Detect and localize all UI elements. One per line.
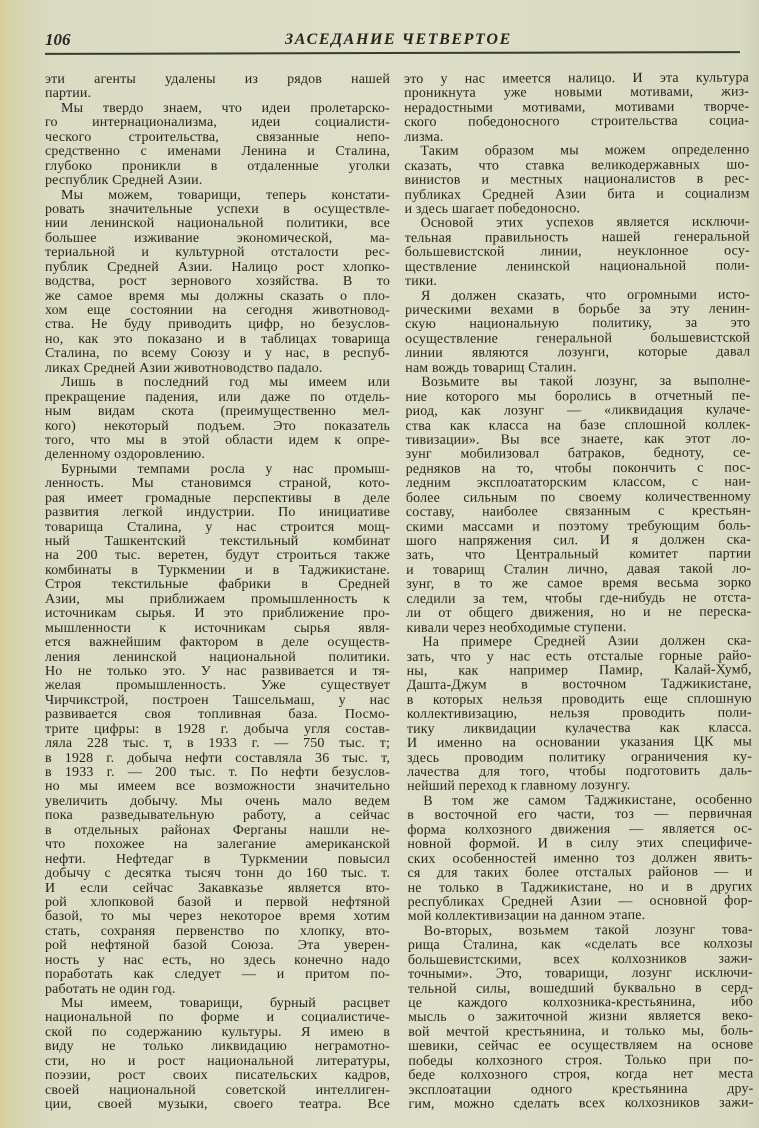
text-line: что похожее на залегание американской [45, 837, 390, 853]
text-line: публик Средней Азии. Налицо рост хлопко- [45, 259, 390, 275]
paragraph [45, 376, 390, 463]
paragraph [45, 102, 390, 189]
text-line: эти агенты удалены из рядов нашей [45, 72, 390, 87]
text-line: зать, что Центральный комитет партии [406, 546, 752, 564]
text-line: трите цифры: в 1928 г. добыча угля состав- [45, 721, 390, 737]
text-line: следили за тем, чтобы где-нибудь не отста- [406, 590, 752, 607]
text-line: Чирчикстрой, построен Ташсельмаш, у нас [45, 692, 390, 708]
text-line: ческого строительства, связанные непо- [45, 129, 390, 145]
text-line: рая имеет громадные перспективы в деле [45, 490, 390, 506]
text-line: прекращение падения, или даже по отдель- [45, 389, 390, 405]
text-line: ского победоносного строительства социа- [404, 113, 750, 131]
text-line: тику ликвидации кулачества как класса. [406, 720, 752, 737]
text-line: кого) некоторый подъем. Это показатель [45, 418, 390, 434]
text-line: зунг мобилизовал батраков, бедноту, се- [405, 445, 751, 463]
text-line: рическими вехами в борьбе за эту ленин- [405, 301, 751, 318]
text-line: в 1933 г. — 200 тыс. т. По нефти безуслов- [45, 765, 390, 780]
text-line: большевистской линии, неуклонное осу- [404, 243, 750, 261]
text-line: рой нефтяной базой Союза. Эта уверен- [45, 938, 390, 954]
text-line: эксплоатации одного крестьянина дру- [408, 1081, 754, 1098]
right-column [404, 71, 754, 1112]
text-line: редняков на то, чтобы покончить с пос- [405, 460, 751, 477]
text-line: рища Сталина, как «сделать все колхозы [407, 936, 753, 954]
text-line: сти, но и рост национальной литературы, [45, 1053, 390, 1069]
text-line: ленность. Мы становимся страной, кото- [45, 476, 390, 492]
text-line: скими массами и поэтому требующим боль- [405, 518, 752, 535]
text-line: и здесь шагает победоносно. [404, 201, 581, 217]
text-line: И если сейчас Закавказье является вто- [45, 880, 390, 896]
text-line: национальной по форме и социалистиче- [45, 1010, 390, 1026]
text-line: мой коллективизации на данном этапе. [407, 908, 646, 925]
text-line: тики. [404, 273, 438, 290]
text-line: желая промышленность. Уже существует [45, 678, 390, 694]
text-line: партии. [45, 86, 92, 102]
text-line: средственно с именами Ленина и Сталина, [45, 144, 390, 160]
text-line: И именно на основании указания ЦК мы [406, 734, 752, 752]
text-line: Сталина, по всему Союзу и у нас, в респуб- [45, 346, 390, 362]
text-line: в восточной его части, тоз — первичная [407, 806, 753, 824]
text-line: зунг, в то же самое время весьма зорко [406, 575, 752, 593]
text-line: проникнута уже новыми мотивами, жиз- [404, 84, 750, 102]
text-line: источникам сырья. И это приближение про- [45, 606, 390, 622]
text-line: хом еще состоянии на сегодня животновод- [45, 303, 390, 318]
text-line: ным видам скота (преимущественно мел- [45, 404, 390, 420]
text-line: форма колхозного движения — является ос- [407, 821, 753, 838]
paragraph [405, 375, 751, 636]
text-line: республиках Средней Азии — основной фор- [407, 893, 753, 910]
text-line: ществление ленинской национальной поли- [404, 258, 750, 275]
text-line: рой хлопковой базой и первой нефтяной [45, 894, 390, 910]
text-line: своей национальной советской интеллиген- [45, 1082, 390, 1098]
text-line: комбинаты в Туркмении и в Таджикистане. [45, 562, 390, 578]
text-line: зать, что у нас есть отсталые горные райо- [406, 647, 752, 665]
text-line: кивали через необходимые ступени. [406, 619, 627, 636]
text-line: Строя текстильные фабрики в Средней [45, 577, 390, 593]
text-line: Но не только это. У нас развивается и тя- [45, 663, 390, 679]
text-line: ровать значительные успехи в осуществле- [45, 201, 390, 217]
text-line: ляла 228 тыс. т, в 1933 г. — 750 тыс. т; [45, 736, 390, 752]
text-line: того, что мы в этой области идем к опре- [45, 432, 390, 448]
text-line: ся для таких более отсталых районов — и [407, 864, 753, 882]
text-line: в 1928 г. добыча нефти составляла 36 тыс. т, [45, 750, 390, 766]
paragraph [45, 463, 390, 997]
text-line: и товарищ Сталин лично, давая такой ло- [406, 561, 752, 578]
paragraph [45, 189, 390, 377]
text-line: ской по содержанию культуры. Я имею в [45, 1024, 390, 1040]
text-line: ликах Средней Азии животноводство падало. [45, 360, 323, 376]
text-line: новной формой. И в силу этих специфиче- [407, 835, 753, 853]
text-line: Таким образом мы можем определенно [420, 142, 750, 160]
paragraph [405, 216, 750, 290]
text-line: шого напряжения сил. И я должен ска- [406, 532, 752, 549]
paragraph [405, 288, 750, 376]
text-line: товарища Сталина, у нас строится мощ- [45, 519, 390, 535]
text-line: большее изживание экономической, ма- [45, 230, 390, 246]
text-line: нейший переход к главному лозунгу. [407, 778, 631, 795]
text-line: но, как это показано и в таблицах товарища [45, 331, 390, 347]
paragraph [407, 793, 753, 924]
text-line: пока разведывательную работу, а сейчас [45, 808, 390, 824]
text-line: не только в Таджикистане, но и в других [407, 878, 753, 896]
text-line: глубоко проникли в отдаленные уголки [45, 158, 390, 174]
text-line: публиках Средней Азии бита и социализм [404, 185, 750, 203]
text-line: поработать как следует — и притом по- [45, 967, 390, 983]
text-line: ства. Не буду приводить цифр, но безуслов- [45, 317, 390, 333]
paragraph [404, 144, 749, 218]
text-line: составу, наиболее связанным с крестьян- [405, 503, 751, 521]
text-line: ства как класса на базе сплошной коллек- [405, 416, 751, 434]
text-line: победы колхозного строя. Только при по- [408, 1052, 754, 1069]
paragraph [404, 71, 749, 145]
text-line: гим, можно сделать всех колхозников зажи- [408, 1095, 754, 1113]
text-line: здесь проводим политику ограничения ку- [406, 749, 753, 766]
text-line: линии являются лозунги, которые давал [405, 344, 751, 362]
text-line: республик Средней Азии. [45, 173, 203, 189]
text-line: ный Ташкентский текстильный комбинат [45, 534, 390, 549]
text-line: ние которого мы боролись в отчетный пе- [405, 388, 751, 405]
text-line: в отдельных районах Ферганы нашли не- [45, 822, 390, 838]
text-line: скую национальную политику, за это [405, 315, 751, 333]
text-line: но мы имеем все возможности значительно [45, 779, 390, 795]
text-line: винистов и местных националистов в рес- [404, 171, 750, 189]
text-line: добычу с десятка тысяч тонн до 160 тыс. т. [45, 866, 390, 882]
text-line: беде колхозного строя, когда нет места [408, 1066, 754, 1084]
text-line: ность у нас есть, но здесь конечно надо [45, 952, 390, 968]
text-line: На примере Средней Азии должен ска- [422, 633, 752, 650]
text-line: в которых нельзя проводить еще сплошную [406, 691, 752, 708]
text-line: мышленности к источникам сырья явля- [45, 620, 390, 636]
text-line: Азии, мы приближаем промышленность к [45, 591, 390, 607]
text-line: териальной и культурной отсталости рес- [45, 245, 390, 261]
text-line: увеличить добычу. Мы очень мало ведем [45, 793, 390, 809]
text-line: тивизации». Вы все знаете, как этот ло- [405, 431, 751, 448]
text-line: развития легкой индустрии. По инициативе [45, 505, 390, 521]
text-line: виду не только ликвидацию неграмотно- [45, 1039, 390, 1055]
left-column [45, 73, 390, 1113]
text-line: ется важнейшим фактором в деле осуществ- [45, 635, 390, 651]
text-line: Дашта-Джум в восточном Таджикистане, [406, 676, 752, 694]
text-line: Во-вторых, возьмем такой лозунг това- [423, 922, 753, 939]
text-line: мысль о зажиточной жизни является веко- [408, 1008, 754, 1026]
text-line: тельная правильность нашей генеральной [404, 229, 750, 246]
page-number: 106 [45, 30, 71, 49]
text-line: лачества для того, чтобы подготовить даль- [407, 763, 753, 780]
text-line: Я должен сказать, что огромными исто- [420, 287, 751, 304]
paragraph [408, 923, 754, 1112]
text-line: стать, сохраняя первенство по хлопку, вто- [45, 923, 390, 939]
text-line: же самое время мы должны сказать о пло- [45, 288, 390, 304]
text-line: це каждого колхозника-крестьянина, ибо [408, 994, 754, 1011]
text-line: Основой этих успехов является исключи- [420, 214, 750, 232]
text-line: на 200 тыс. веретен, будут строиться также [45, 548, 390, 564]
text-line: нерадостными мотивами, мотивами творче- [404, 99, 750, 116]
text-line: точными». Это, товарищи, лозунг исключи- [407, 965, 753, 983]
text-line: лизма. [404, 129, 444, 145]
text-line: деленному оздоровлению. [45, 447, 206, 463]
text-line: риод, как лозунг — «ликвидация кулаче- [405, 402, 751, 420]
text-line: водства, рост зернового хозяйства. В то [45, 274, 390, 290]
paragraph [45, 73, 390, 102]
text-line: ны, как например Памир, Калай-Хумб, [406, 662, 752, 679]
text-line: ледним эксплоататорским классом, с наи- [405, 474, 751, 492]
text-line: нии ленинской национальной политики, все [45, 216, 390, 232]
text-line: большевистскими, всех колхозников зажи- [407, 951, 753, 968]
text-line: ли от общего движения, но и не переска- [406, 604, 752, 622]
text-line: более сильным по своему количественному [405, 489, 751, 506]
paragraph [406, 635, 752, 795]
text-line: ции, своей музыки, своего театра. Все [45, 1097, 390, 1113]
text-line: Мы имеем, товарищи, бурный расцвет [61, 996, 390, 1011]
text-line: вой мечтой крестьянина, и только мы, боль- [408, 1023, 754, 1040]
text-line: тельной силы, вошедший буквально в серд- [407, 980, 754, 997]
text-line: Лишь в последний год мы имеем или [61, 375, 390, 391]
text-line: работать не один год. [45, 981, 176, 997]
text-line: Мы можем, товарищи, теперь констати- [61, 187, 390, 203]
text-line: базой, то мы через некоторое время хотим [45, 909, 390, 925]
text-line: шевики, сейчас ее осуществляем на основе [408, 1037, 754, 1055]
text-line: Возьмите вы такой лозунг, за выполне- [421, 373, 751, 391]
text-line: В том же самом Таджикистане, особенно [423, 792, 753, 809]
text-line: коллективизацию, нельзя проводить поли- [406, 705, 752, 723]
text-line: Мы твердо знаем, что идеи пролетарско- [61, 100, 390, 116]
text-line: нам вождь товарищ Сталин. [405, 359, 577, 376]
text-line: нефти. Нефтедаг в Туркмении повысил [45, 851, 390, 867]
paragraph [45, 997, 390, 1113]
running-title: ЗАСЕДАНИЕ ЧЕТВЕРТОЕ [285, 31, 512, 48]
text-line: это у нас имеется налицо. И эта культура [403, 70, 750, 87]
text-line: ления ленинской национальной политики. [45, 649, 390, 665]
text-line: Бурными темпами росла у нас промыш- [61, 461, 390, 477]
text-line: развивается своя топливная база. Посмо- [45, 707, 390, 723]
text-line: сказать, что ставка великодержавных шо- [404, 157, 750, 174]
text-line: поэзии, рост своих писательских кадров, [45, 1068, 390, 1084]
text-line: го интернационализма, идеи социалисти- [45, 115, 390, 131]
text-line: осуществление генеральной большевистской [405, 330, 751, 347]
text-line: ских особенностей именно тоз должен явить- [407, 850, 753, 867]
header-rule [45, 51, 740, 55]
